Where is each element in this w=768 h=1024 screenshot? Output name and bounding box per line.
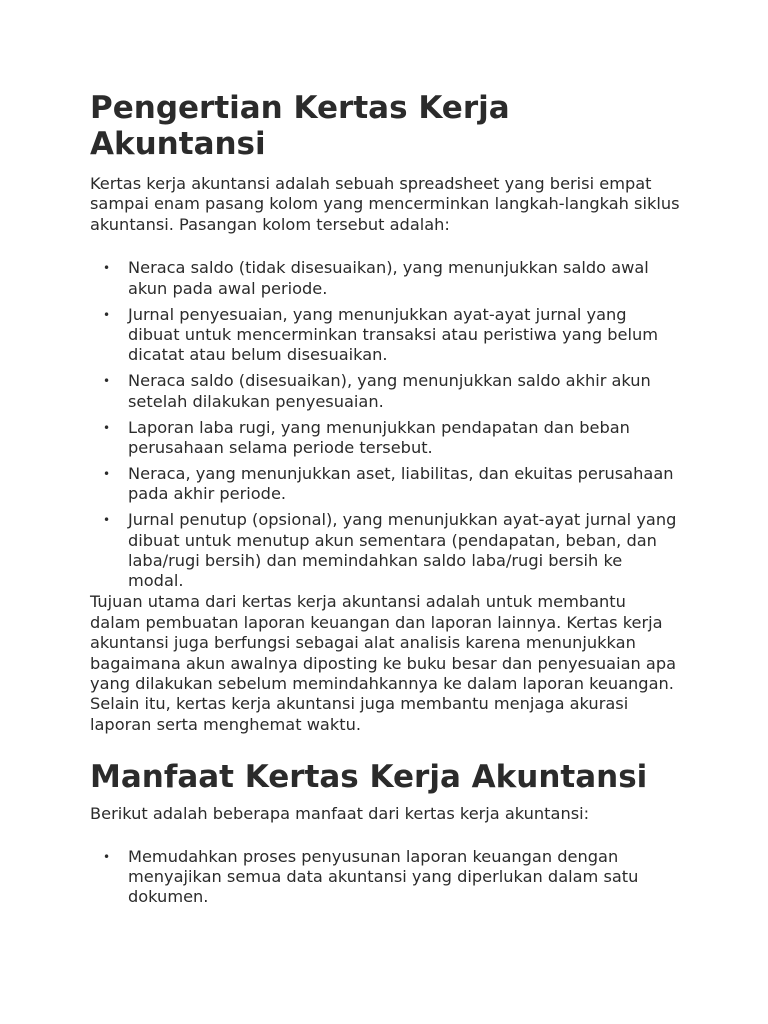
- intro-paragraph: Kertas kerja akuntansi adalah sebuah spreadsheet yang berisi empat sampai enam pasang kolom yang mencerminkan langkah-langkah siklus akuntansi. Pasangan kolom tersebut adalah:: [90, 174, 680, 234]
- bullet-icon: •: [103, 261, 111, 276]
- benefits-list: [90, 847, 680, 908]
- list-item: [90, 258, 680, 299]
- section-title-manfaat: Manfaat Kertas Kerja Akuntansi: [90, 759, 648, 796]
- list-item-text: Jurnal penutup (opsional), yang menunjukkan ayat-ayat jurnal yang dibuat untuk menutup akun sementara (pendapatan, beban, dan laba/rugi bersih) dan memindahkan saldo laba/rugi bersih ke modal.: [128, 510, 677, 591]
- list-item-text: Neraca, yang menunjukkan aset, liabilitas, dan ekuitas perusahaan pada akhir periode.: [128, 463, 674, 504]
- list-item: [90, 510, 680, 592]
- list-item: [90, 418, 680, 459]
- list-item-text: Neraca saldo (tidak disesuaikan), yang menunjukkan saldo awal akun pada awal periode.: [128, 258, 649, 298]
- list-item-text: Jurnal penyesuaian, yang menunjukkan ayat-ayat jurnal yang dibuat untuk mencerminkan transaksi atau peristiwa yang belum dicatat atau belum disesuaikan.: [128, 304, 659, 365]
- bullet-icon: •: [103, 307, 111, 322]
- list-item-text: Memudahkan proses penyusunan laporan keuangan dengan menyajikan semua data akuntansi yang diperlukan dalam satu dokumen.: [128, 846, 639, 907]
- list-item-text: Laporan laba rugi, yang menunjukkan pendapatan dan beban perusahaan selama periode tersebut.: [128, 417, 630, 457]
- list-item-text: Neraca saldo (disesuaikan), yang menunjukkan saldo akhir akun setelah dilakukan penyesuaian.: [128, 371, 651, 411]
- bullet-icon: •: [103, 420, 111, 435]
- purpose-paragraph: Tujuan utama dari kertas kerja akuntansi adalah untuk membantu dalam pembuatan laporan keuangan dan laporan lainnya. Kertas kerja akuntansi juga berfungsi sebagai alat analisis karena menunjukkan bagaimana akun awalnya diposting ke buku besar dan penyesuaian apa yang dilakukan sebelum memindahkannya ke dalam laporan keuangan. Selain itu, kertas kerja akuntansi juga membantu menjaga akurasi laporan serta menghemat waktu.: [90, 592, 677, 734]
- list-item: [90, 847, 680, 908]
- list-item: [90, 371, 680, 412]
- bullet-icon: •: [103, 513, 111, 528]
- section-title-pengertian: Pengertian Kertas Kerja Akuntansi: [90, 90, 510, 162]
- document-page: [90, 90, 680, 913]
- bullet-icon: •: [103, 849, 111, 864]
- list-item: [90, 305, 680, 366]
- bullet-icon: •: [103, 466, 111, 481]
- benefits-intro: Berikut adalah beberapa manfaat dari kertas kerja akuntansi:: [90, 804, 590, 824]
- bullet-icon: •: [103, 374, 111, 389]
- kolom-list: [90, 258, 680, 592]
- list-item: [90, 464, 680, 505]
